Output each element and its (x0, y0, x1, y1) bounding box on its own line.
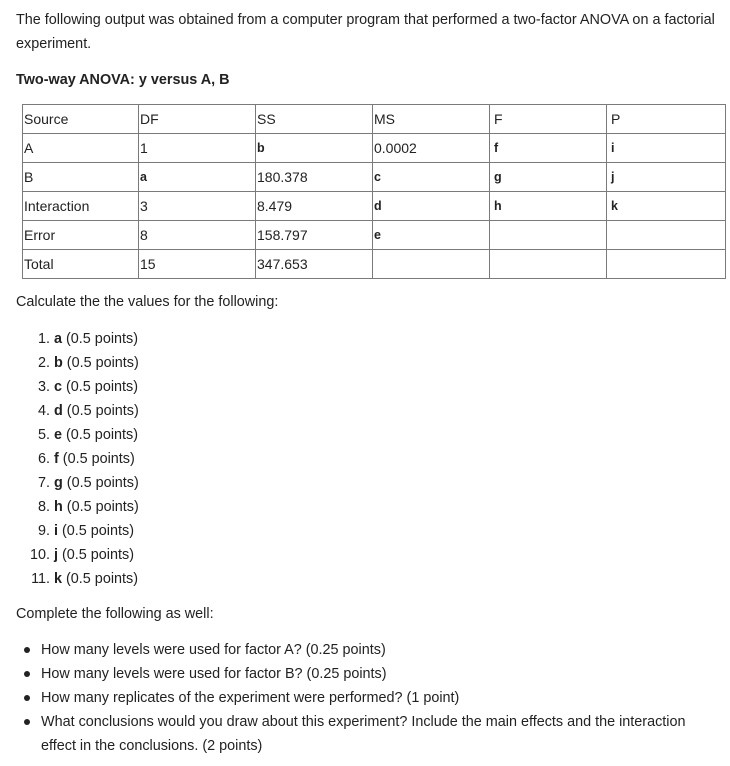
item-letter: k (54, 571, 63, 587)
cell-ms: 0.0002 (373, 134, 490, 163)
item-number: 6. (37, 451, 50, 467)
item-letter: h (54, 499, 63, 515)
item-letter: g (54, 475, 63, 491)
item-letter: f (54, 451, 59, 467)
item-points: (0.5 points) (62, 523, 134, 539)
item-letter: b (54, 355, 63, 371)
item-number: 11. (31, 571, 50, 587)
question-text: How many replicates of the experiment were performed? (1 point) (41, 690, 460, 706)
cell-ms: d (373, 192, 490, 221)
list-item (16, 351, 139, 375)
cell-df: 3 (139, 192, 256, 221)
item-points: (0.5 points) (62, 547, 134, 563)
table-row (23, 134, 726, 163)
cell-p: i (607, 134, 726, 163)
item-points: (0.5 points) (66, 427, 139, 443)
question-list (22, 638, 702, 758)
list-item (16, 543, 139, 567)
item-number: 2. (37, 355, 50, 371)
item-points: (0.5 points) (66, 475, 139, 491)
list-item (16, 399, 139, 423)
header-p: P (607, 105, 726, 134)
intro-text: The following output was obtained from a computer program that performed a two-factor ANOVA on a factorial experiment. (16, 12, 715, 52)
item-points: (0.5 points) (66, 379, 139, 395)
cell-ss: 180.378 (256, 163, 373, 192)
cell-ms: e (373, 221, 490, 250)
item-number: 7. (37, 475, 50, 491)
cell-f: f (490, 134, 607, 163)
header-f: F (490, 105, 607, 134)
list-item (16, 519, 139, 543)
cell-df: 1 (139, 134, 256, 163)
cell-p (607, 250, 726, 279)
bullet-icon (24, 695, 30, 701)
list-item (16, 471, 139, 495)
header-source: Source (23, 105, 139, 134)
cell-p: k (607, 192, 726, 221)
table-row (23, 192, 726, 221)
list-item (22, 638, 702, 662)
item-number: 5. (37, 427, 50, 443)
anova-heading: Two-way ANOVA: y versus A, B (16, 72, 230, 88)
header-ss: SS (256, 105, 373, 134)
list-item (16, 423, 139, 447)
item-points: (0.5 points) (66, 499, 139, 515)
list-item (16, 375, 139, 399)
anova-table (22, 104, 726, 279)
table-row (23, 250, 726, 279)
item-points: (0.5 points) (62, 451, 135, 467)
item-number: 4. (37, 403, 50, 419)
item-letter: j (54, 547, 58, 563)
complete-prompt: Complete the following as well: (16, 606, 214, 622)
calc-prompt: Calculate the the values for the following: (16, 294, 279, 310)
item-number: 1. (37, 331, 50, 347)
list-item (22, 710, 702, 758)
item-letter: i (54, 523, 58, 539)
cell-source: B (23, 163, 139, 192)
cell-source: Total (23, 250, 139, 279)
cell-f (490, 250, 607, 279)
item-points: (0.5 points) (66, 331, 139, 347)
item-letter: d (54, 403, 63, 419)
bullet-icon (24, 671, 30, 677)
list-item (16, 567, 139, 591)
item-number: 10. (29, 547, 50, 563)
question-text: How many levels were used for factor A? (0.25 points) (41, 642, 386, 658)
question-text: What conclusions would you draw about this experiment? Include the main effects and the interaction effect in the conclusions. (2 points) (41, 714, 686, 754)
cell-source: Interaction (23, 192, 139, 221)
cell-df: 15 (139, 250, 256, 279)
bullet-icon (24, 719, 30, 725)
question-text: How many levels were used for factor B? (0.25 points) (41, 666, 387, 682)
cell-source: A (23, 134, 139, 163)
cell-f (490, 221, 607, 250)
item-letter: c (54, 379, 63, 395)
item-points: (0.5 points) (66, 355, 139, 371)
cell-f: h (490, 192, 607, 221)
list-item (22, 662, 702, 686)
cell-p: j (607, 163, 726, 192)
item-number: 8. (37, 499, 50, 515)
cell-ss: 158.797 (256, 221, 373, 250)
cell-df: 8 (139, 221, 256, 250)
cell-source: Error (23, 221, 139, 250)
list-item (16, 327, 139, 351)
cell-ms: c (373, 163, 490, 192)
item-points: (0.5 points) (66, 571, 139, 587)
cell-ms (373, 250, 490, 279)
cell-ss: 347.653 (256, 250, 373, 279)
item-number: 3. (37, 379, 50, 395)
table-header-row (23, 105, 726, 134)
cell-f: g (490, 163, 607, 192)
bullet-icon (24, 647, 30, 653)
header-ms: MS (373, 105, 490, 134)
item-number: 9. (37, 523, 50, 539)
table-row (23, 163, 726, 192)
calc-item-list (16, 327, 139, 591)
item-points: (0.5 points) (66, 403, 139, 419)
list-item (16, 495, 139, 519)
list-item (16, 447, 139, 471)
cell-ss: 8.479 (256, 192, 373, 221)
item-letter: a (54, 331, 63, 347)
item-letter: e (54, 427, 63, 443)
cell-ss: b (256, 134, 373, 163)
list-item (22, 686, 702, 710)
cell-p (607, 221, 726, 250)
cell-df: a (139, 163, 256, 192)
header-df: DF (139, 105, 256, 134)
table-row (23, 221, 726, 250)
